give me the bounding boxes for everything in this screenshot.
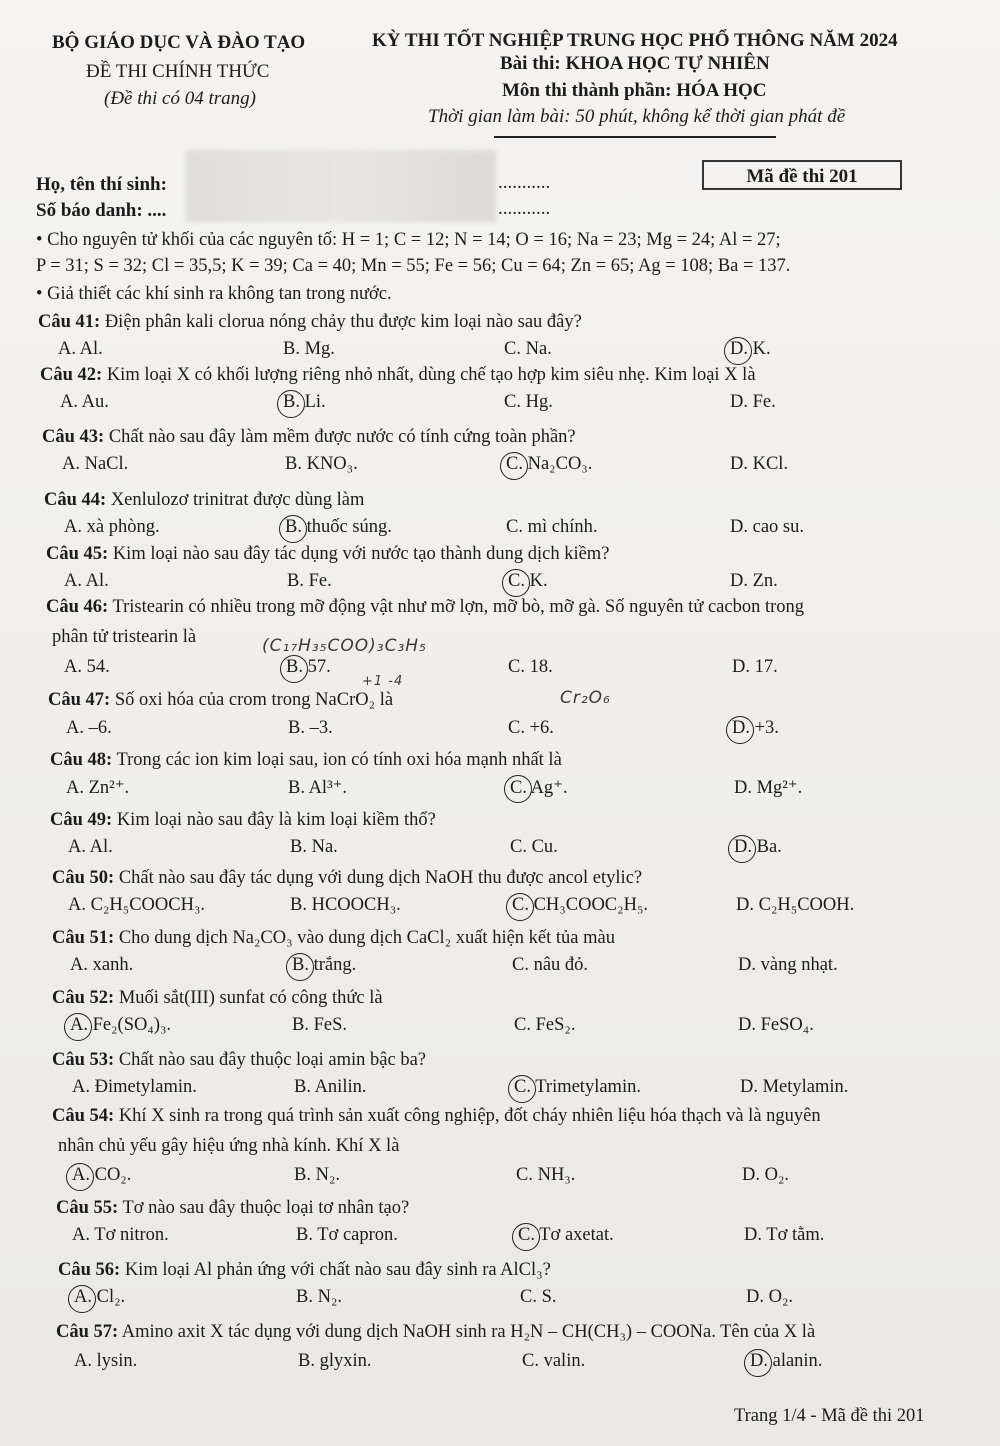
assumption-line: • Giả thiết các khí sinh ra không tan trong nước. <box>36 284 392 304</box>
answer-circle-mark <box>508 1075 536 1103</box>
option-a[interactable]: A. xanh. <box>70 955 134 975</box>
question-number: Câu 49: <box>50 810 113 830</box>
question-number: Câu 51: <box>52 928 115 948</box>
option-b[interactable]: B. glyxin. <box>298 1351 372 1371</box>
option-a[interactable]: A. –6. <box>66 718 112 738</box>
question-51 <box>52 928 615 949</box>
question-57 <box>56 1322 815 1343</box>
option-c[interactable]: C. +6. <box>508 718 554 738</box>
answer-circle-mark <box>279 515 307 543</box>
option-b[interactable]: B. FeS. <box>292 1015 348 1035</box>
option-a[interactable]: A. C₂H₅COOCH₃. <box>68 895 206 915</box>
answer-circle-mark <box>744 1349 772 1377</box>
ministry-name: BỘ GIÁO DỤC VÀ ĐÀO TẠO <box>52 32 306 53</box>
question-text: Kim loại nào sau đây tác dụng với nước tạo thành dung dịch kiềm? <box>108 544 610 564</box>
question-text: Kim loại X có khối lượng riêng nhỏ nhất, dùng chế tạo hợp kim siêu nhẹ. Kim loại X là <box>102 365 756 385</box>
option-c[interactable]: C. 18. <box>508 657 553 677</box>
exam-code-box: Mã đề thi 201 <box>702 160 902 190</box>
option-c[interactable]: C. Na. <box>504 339 552 359</box>
question-text: Chất nào sau đây tác dụng với dung dịch NaOH thu được ancol etylic? <box>114 868 643 888</box>
question-number: Câu 53: <box>52 1050 115 1070</box>
option-d[interactable]: D. cao su. <box>730 517 804 537</box>
question-55 <box>56 1198 409 1219</box>
option-c[interactable]: C. Hg. <box>504 392 553 412</box>
option-d[interactable]: D. KCl. <box>730 454 789 474</box>
question-44 <box>44 490 364 511</box>
question-text: Trong các ion kim loại sau, ion có tính oxi hóa mạnh nhất là <box>112 750 562 770</box>
page-footer: Trang 1/4 - Mã đề thi 201 <box>734 1406 925 1426</box>
question-41 <box>38 312 582 333</box>
atomic-mass-line-2: P = 31; S = 32; Cl = 35,5; K = 39; Ca = 40; Mn = 55; Fe = 56; Cu = 64; Zn = 65; Ag = 108; Ba = 137. <box>36 256 791 276</box>
question-42 <box>40 365 756 386</box>
option-b[interactable]: B. Anilin. <box>294 1077 367 1097</box>
option-a[interactable]: A. Tơ nitron. <box>72 1225 169 1245</box>
question-text: Xenlulozơ trinitrat được dùng làm <box>106 490 365 510</box>
option-b[interactable]: B. –3. <box>288 718 333 738</box>
option-c[interactable]: C. nâu đỏ. <box>512 955 589 975</box>
question-number: Câu 43: <box>42 427 105 447</box>
header-divider <box>494 136 776 138</box>
option-b[interactable]: B. Al³⁺. <box>288 778 348 798</box>
option-a[interactable]: A. CO₂. <box>72 1165 132 1185</box>
question-47 <box>48 690 393 711</box>
question-number: Câu 42: <box>40 365 103 385</box>
option-c[interactable]: C. Tơ axetat. <box>518 1225 614 1245</box>
candidate-id-label: Số báo danh: .... <box>36 200 167 221</box>
option-c[interactable]: C. NH₃. <box>516 1165 576 1185</box>
question-number: Câu 47: <box>48 690 111 710</box>
option-c[interactable]: C. FeS₂. <box>514 1015 576 1035</box>
question-text: Khí X sinh ra trong quá trình sản xuất công nghiệp, đốt cháy nhiên liệu hóa thạch và là nguyên <box>114 1106 821 1126</box>
question-48 <box>50 750 562 771</box>
answer-circle-mark <box>64 1013 92 1041</box>
option-a[interactable]: A. Đimetylamin. <box>72 1077 197 1097</box>
question-text: Kim loại Al phản ứng với chất nào sau đây sinh ra AlCl₃? <box>120 1260 551 1280</box>
option-d[interactable]: D. 17. <box>732 657 778 677</box>
option-c[interactable]: C. K. <box>508 571 548 591</box>
time-limit: Thời gian làm bài: 50 phút, không kể thời gian phát đề <box>428 106 846 127</box>
answer-circle-mark <box>68 1285 96 1313</box>
option-c[interactable]: C. S. <box>520 1287 557 1307</box>
option-d[interactable]: D. Zn. <box>730 571 778 591</box>
question-number: Câu 46: <box>46 597 109 617</box>
redacted-area <box>186 150 496 222</box>
question-49 <box>50 810 436 831</box>
question-number: Câu 56: <box>58 1260 121 1280</box>
option-b[interactable]: B. KNO₃. <box>285 454 358 474</box>
official-exam-label: ĐỀ THI CHÍNH THỨC <box>86 61 270 82</box>
option-a[interactable]: A. Al. <box>64 571 109 591</box>
question-43 <box>42 427 576 448</box>
option-d[interactable]: D. FeSO₄. <box>738 1015 814 1035</box>
id-dots: ........... <box>498 198 551 219</box>
option-d[interactable]: D. +3. <box>732 718 779 738</box>
option-c[interactable]: C. Ag⁺. <box>510 778 568 798</box>
candidate-name-label: Họ, tên thí sinh: <box>36 174 167 195</box>
option-a[interactable]: A. Au. <box>60 392 109 412</box>
question-number: Câu 50: <box>52 868 115 888</box>
component-subject: Môn thi thành phần: HÓA HỌC <box>502 80 767 101</box>
question-number: Câu 55: <box>56 1198 119 1218</box>
answer-circle-mark <box>66 1163 94 1191</box>
option-c[interactable]: C. Trimetylamin. <box>514 1077 641 1097</box>
question-text: Cho dung dịch Na₂CO₃ vào dung dịch CaCl₂ xuất hiện kết tủa màu <box>114 928 615 948</box>
exam-title: KỲ THI TỐT NGHIỆP TRUNG HỌC PHỔ THÔNG NĂM 2024 <box>372 30 898 51</box>
option-b[interactable]: B. 57. <box>286 657 331 677</box>
answer-circle-mark <box>502 569 530 597</box>
answer-circle-mark <box>277 390 305 418</box>
answer-circle-mark <box>286 953 314 981</box>
option-c[interactable]: C. CH₃COOC₂H₅. <box>512 895 649 915</box>
handwritten-formula-q47: Cr₂O₆ <box>560 688 611 708</box>
question-50 <box>52 868 642 889</box>
option-d[interactable]: D. K. <box>730 339 771 359</box>
question-text: Tristearin có nhiều trong mỡ động vật như mỡ lợn, mỡ bò, mỡ gà. Số nguyên tử cacbon trong <box>108 597 805 617</box>
option-a[interactable]: A. Al. <box>68 837 113 857</box>
question-text: Chất nào sau đây thuộc loại amin bậc ba? <box>114 1050 427 1070</box>
answer-circle-mark <box>500 452 528 480</box>
question-number: Câu 48: <box>50 750 113 770</box>
option-b[interactable]: B. Fe. <box>287 571 332 591</box>
answer-circle-mark <box>504 775 532 803</box>
option-a[interactable]: A. NaCl. <box>62 454 129 474</box>
answer-circle-mark <box>512 1223 540 1251</box>
name-dots: ........... <box>498 172 551 193</box>
option-c[interactable]: C. Cu. <box>510 837 558 857</box>
option-d[interactable]: D. Ba. <box>734 837 782 857</box>
option-a[interactable]: A. Zn²⁺. <box>66 778 130 798</box>
atomic-mass-line-1: • Cho nguyên tử khối của các nguyên tố: H = 1; C = 12; N = 14; O = 16; Na = 23; Mg = 24; Al = 27; <box>36 230 781 250</box>
question-text: Muối sắt(III) sunfat có công thức là <box>114 988 383 1008</box>
option-a[interactable]: A. Fe₂(SO₄)₃. <box>70 1015 172 1035</box>
option-d[interactable]: D. Mg²⁺. <box>734 778 803 798</box>
answer-circle-mark <box>280 655 308 683</box>
option-b[interactable]: B. thuốc súng. <box>285 517 392 537</box>
question-text: Điện phân kali clorua nóng chảy thu được kim loại nào sau đây? <box>100 312 582 332</box>
question-56 <box>58 1260 551 1281</box>
option-a[interactable]: A. lysin. <box>74 1351 138 1371</box>
handwritten-oxidation-q47: +1 -4 <box>362 674 404 689</box>
question-text: Tơ nào sau đây thuộc loại tơ nhân tạo? <box>118 1198 410 1218</box>
answer-circle-mark <box>724 337 752 365</box>
option-d[interactable]: D. vàng nhạt. <box>738 955 838 975</box>
question-text-continued: phân tử tristearin là <box>52 627 197 647</box>
option-a[interactable]: A. Al. <box>58 339 103 359</box>
question-text-continued: nhân chủ yếu gây hiệu ứng nhà kính. Khí X là <box>58 1136 400 1156</box>
subject-group: Bài thi: KHOA HỌC TỰ NHIÊN <box>500 53 770 74</box>
option-a[interactable]: A. 54. <box>64 657 110 677</box>
answer-circle-mark <box>728 835 756 863</box>
question-text: Số oxi hóa của crom trong NaCrO₂ là <box>110 690 394 710</box>
option-d[interactable]: D. O₂. <box>746 1287 794 1307</box>
question-number: Câu 52: <box>52 988 115 1008</box>
question-number: Câu 57: <box>56 1322 119 1342</box>
option-b[interactable]: B. trắng. <box>292 955 357 975</box>
question-text: Amino axit X tác dụng với dung dịch NaOH sinh ra H₂N – CH(CH₃) – COONa. Tên của X là <box>118 1322 816 1342</box>
option-d[interactable]: D. Tơ tằm. <box>744 1225 825 1245</box>
option-d[interactable]: D. C₂H₅COOH. <box>736 895 855 915</box>
option-b[interactable]: B. Li. <box>283 392 326 412</box>
pages-note: (Đề thi có 04 trang) <box>104 88 256 109</box>
option-a[interactable]: A. xà phòng. <box>64 517 160 537</box>
option-d[interactable]: D. Metylamin. <box>740 1077 849 1097</box>
answer-circle-mark <box>506 893 534 921</box>
answer-circle-mark <box>726 716 754 744</box>
question-52 <box>52 988 383 1009</box>
question-45 <box>46 544 609 565</box>
question-number: Câu 44: <box>44 490 107 510</box>
option-d[interactable]: D. alanin. <box>750 1351 823 1371</box>
handwritten-formula-q46: (C₁₇H₃₅COO)₃C₃H₅ <box>262 636 427 656</box>
question-number: Câu 41: <box>38 312 101 332</box>
option-d[interactable]: D. O₂. <box>742 1165 790 1185</box>
option-b[interactable]: B. N₂. <box>294 1165 341 1185</box>
option-a[interactable]: A. Cl₂. <box>74 1287 126 1307</box>
question-46 <box>46 597 804 618</box>
option-b[interactable]: B. N₂. <box>296 1287 343 1307</box>
question-text: Kim loại nào sau đây là kim loại kiềm thổ? <box>112 810 436 830</box>
question-number: Câu 54: <box>52 1106 115 1126</box>
option-b[interactable]: B. HCOOCH₃. <box>290 895 401 915</box>
question-number: Câu 45: <box>46 544 109 564</box>
question-text: Chất nào sau đây làm mềm được nước có tính cứng toàn phần? <box>104 427 576 447</box>
option-d[interactable]: D. Fe. <box>730 392 776 412</box>
option-b[interactable]: B. Na. <box>290 837 338 857</box>
question-53 <box>52 1050 426 1071</box>
option-c[interactable]: C. mì chính. <box>506 517 598 537</box>
option-b[interactable]: B. Mg. <box>283 339 335 359</box>
option-c[interactable]: C. Na₂CO₃. <box>506 454 593 474</box>
option-c[interactable]: C. valin. <box>522 1351 586 1371</box>
option-b[interactable]: B. Tơ capron. <box>296 1225 398 1245</box>
question-54 <box>52 1106 821 1127</box>
